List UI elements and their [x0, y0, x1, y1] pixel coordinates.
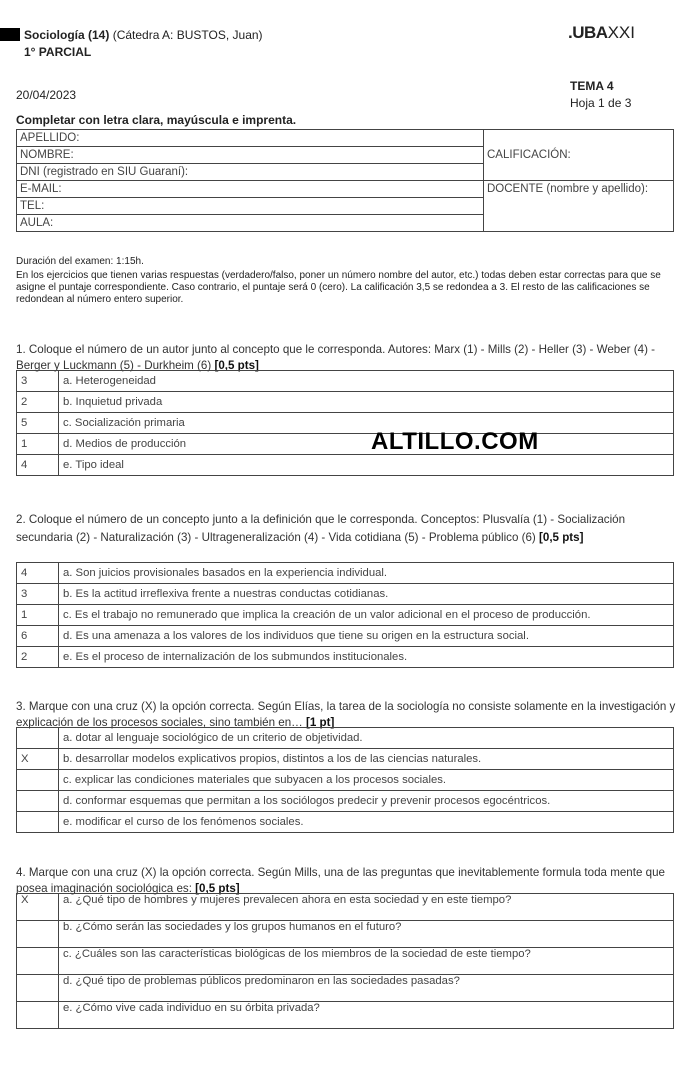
duration-note: Duración del examen: 1:15h. [16, 256, 144, 267]
answer-cell[interactable] [17, 921, 59, 948]
exam-date: 20/04/2023 [16, 88, 77, 102]
answer-cell[interactable] [17, 791, 59, 812]
calificacion-field[interactable]: CALIFICACIÓN: [484, 130, 674, 181]
question-points: [0,5 pts] [214, 359, 259, 372]
option-text: e. Tipo ideal [59, 455, 674, 476]
option-text: c. Socialización primaria [59, 413, 674, 434]
answer-cell[interactable] [17, 1002, 59, 1029]
question-text: 1. Coloque el número de un autor junto al concepto que le corresponda. Autores: Marx (1) - Mills (2) - Heller (3) - Weber (4) - Berger y Luckmann (5) - Durkheim (6) [16, 343, 656, 372]
question-text: 4. Marque con una cruz (X) la opción correcta. Según Mills, una de las preguntas que inevitablemente formula toda mente que posea imaginación sociológica es: [16, 866, 665, 895]
course-title [24, 28, 263, 42]
option-text: b. desarrollar modelos explicativos propios, distintos a los de las ciencias naturales. [59, 749, 674, 770]
question-2-prompt [16, 511, 678, 547]
option-text: d. Es una amenaza a los valores de los individuos que tiene su origen en la estructura social. [59, 626, 674, 647]
answer-cell[interactable] [17, 728, 59, 749]
answer-cell[interactable]: X [17, 894, 59, 921]
answer-cell[interactable]: 3 [17, 371, 59, 392]
option-text: c. ¿Cuáles son las características biológicas de los miembros de la sociedad de este tiempo? [59, 948, 674, 975]
exam-name: 1° PARCIAL [24, 45, 92, 59]
answer-cell[interactable] [17, 948, 59, 975]
logo-main: .UBA [568, 23, 608, 42]
page-indicator: Hoja 1 de 3 [570, 96, 632, 110]
uba-xxi-logo [568, 23, 635, 43]
question-3-table [16, 727, 674, 833]
nombre-field[interactable]: NOMBRE: [17, 147, 484, 164]
aula-field[interactable]: AULA: [17, 215, 484, 232]
email-field[interactable]: E-MAIL: [17, 181, 484, 198]
exam-notes [16, 256, 676, 308]
course-chair: (Cátedra A: BUSTOS, Juan) [109, 28, 263, 42]
answer-cell[interactable] [17, 812, 59, 833]
answer-cell[interactable]: X [17, 749, 59, 770]
question-4-table [16, 893, 674, 1029]
option-text: c. explicar las condiciones materiales que subyacen a los procesos sociales. [59, 770, 674, 791]
option-text: a. Son juicios provisionales basados en la experiencia individual. [59, 563, 674, 584]
option-text: b. Inquietud privada [59, 392, 674, 413]
option-text: a. dotar al lenguaje sociológico de un criterio de objetividad. [59, 728, 674, 749]
option-text: a. Heterogeneidad [59, 371, 674, 392]
logo-suffix: XXI [607, 23, 635, 42]
answer-cell[interactable]: 1 [17, 434, 59, 455]
grading-rules-note: En los ejercicios que tienen varias respuestas (verdadero/falso, poner un número nombre del autor, etc.) todas deben estar correctas para que se asigne el puntaje correspondiente. Caso contrario, el puntaje será 0 (cero). La calificación 3,5 se redondea a 3. El resto de las calificaciones se redondean al número entero superior. [16, 270, 661, 305]
tel-field[interactable]: TEL: [17, 198, 484, 215]
answer-cell[interactable]: 1 [17, 605, 59, 626]
instructions-title: Completar con letra clara, mayúscula e imprenta. [16, 113, 297, 127]
question-2-table [16, 562, 674, 668]
option-text: e. Es el proceso de internalización de los submundos institucionales. [59, 647, 674, 668]
header-marker-bar [0, 28, 20, 41]
course-name: Sociología (14) [24, 28, 110, 42]
answer-cell[interactable]: 2 [17, 647, 59, 668]
apellido-field[interactable]: APELLIDO: [17, 130, 484, 147]
student-id-table [16, 129, 674, 232]
option-text: d. conformar esquemas que permitan a los sociólogos predecir y prevenir procesos egocéntricos. [59, 791, 674, 812]
option-text: b. ¿Cómo serán las sociedades y los grupos humanos en el futuro? [59, 921, 674, 948]
question-text: 3. Marque con una cruz (X) la opción correcta. Según Elías, la tarea de la sociología no consiste solamente en la investigación y explicación de los procesos sociales, sino también en… [16, 700, 676, 729]
option-text: e. ¿Cómo vive cada individuo en su órbita privada? [59, 1002, 674, 1029]
answer-cell[interactable]: 6 [17, 626, 59, 647]
option-text: e. modificar el curso de los fenómenos sociales. [59, 812, 674, 833]
exam-tema: TEMA 4 [570, 79, 614, 93]
altillo-watermark: ALTILLO.COM [371, 428, 539, 455]
dni-field[interactable]: DNI (registrado en SIU Guaraní): [17, 164, 484, 181]
option-text: d. ¿Qué tipo de problemas públicos predominaron en las sociedades pasadas? [59, 975, 674, 1002]
docente-field[interactable]: DOCENTE (nombre y apellido): [484, 181, 674, 232]
answer-cell[interactable]: 3 [17, 584, 59, 605]
answer-cell[interactable]: 4 [17, 563, 59, 584]
answer-cell[interactable]: 4 [17, 455, 59, 476]
question-points: [0,5 pts] [539, 531, 584, 544]
answer-cell[interactable] [17, 975, 59, 1002]
question-points: [1 pt] [306, 716, 335, 729]
question-points: [0,5 pts] [195, 882, 240, 895]
question-text: 2. Coloque el número de un concepto junto a la definición que le corresponda. Conceptos: Plusvalía (1) - Socialización secundaria (2) - Naturalización (3) - Ultrageneralización (4) - Vida cotidiana (5) - Problema público (6) [16, 513, 626, 544]
answer-cell[interactable]: 2 [17, 392, 59, 413]
question-1-table [16, 370, 674, 476]
answer-cell[interactable]: 5 [17, 413, 59, 434]
option-text: d. Medios de producción [59, 434, 674, 455]
option-text: c. Es el trabajo no remunerado que implica la creación de un valor adicional en el proceso de producción. [59, 605, 674, 626]
option-text: b. Es la actitud irreflexiva frente a nuestras conductas cotidianas. [59, 584, 674, 605]
option-text: a. ¿Qué tipo de hombres y mujeres prevalecen ahora en esta sociedad y en este tiempo? [59, 894, 674, 921]
answer-cell[interactable] [17, 770, 59, 791]
